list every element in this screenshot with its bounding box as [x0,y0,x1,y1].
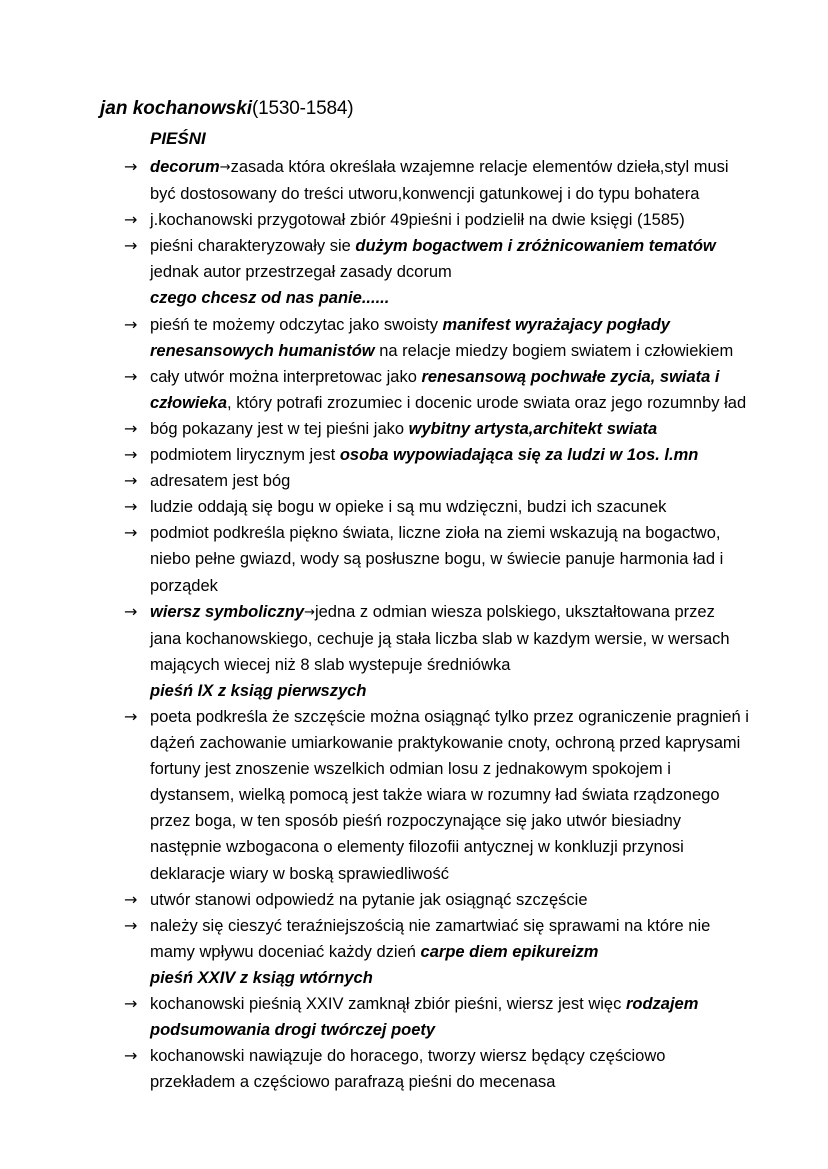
bullet-text [150,599,750,678]
plain-text: poeta podkreśla że szczęście można osiągnąć tylko przez ograniczenie pragnień i dążeń zachowanie umiarkowanie praktykowanie cnoty, ochroną przed kaprysami fortuny jest znoszenie wszelkich odmian losu z jednakowym spokojem i dystansem, wielką pomocą jest także wiara w rozumny ład świata rządzonego przez boga, w ten sposób pieśń rozpoczynające się jako utwór biesiadny następnie wzbogacona o elementy filozofii antycznej w konkluzji przynosi deklaracje wiary w boską sprawiedliwość [150,707,749,883]
bullet-arrow-icon: → [124,889,138,909]
bullet-carpe-diem [100,913,750,965]
bullet-arrow-icon: → [124,915,138,935]
plain-text: ludzie oddają się bogu w opieke i są mu wdzięczni, budzi ich szacunek [150,498,667,517]
bullet-text [150,312,750,364]
plain-text: cały utwór można interpretowac jako [150,367,422,386]
subheading-piesn-xxiv: pieśń XXIV z ksiąg wtórnych [150,968,373,987]
bullet-text [150,704,750,887]
emphasis-text: manifest wyrażajacy pogłady renesansowych humanistów [150,315,670,360]
bullet-arrow-icon: → [124,366,138,386]
bullet-text [150,913,750,965]
emphasis-text: rodzajem podsumowania drogi twórczej poety [150,995,699,1040]
bullet-arrow-icon: → [124,523,138,543]
bullet-arrow-icon: → [124,157,138,176]
bullet-text [150,887,750,913]
bullet-arrow-icon: → [124,1046,138,1066]
bullet-text [150,468,750,494]
bullet-zbior-49-piesni [100,207,750,233]
bullet-arrow-icon: → [124,994,138,1013]
bullet-text [150,364,750,416]
bullet-arrow-icon: → [124,210,138,230]
plain-text: na relacje miedzy bogiem swiatem i człowiekiem [374,341,734,360]
inline-arrow-icon: → [219,160,231,175]
bullet-manifest-humanistow [100,312,750,364]
bullet-bogactwo-tematow [100,233,750,285]
bullet-podmiot-liryczny [100,442,750,468]
bullet-text [150,233,750,285]
plain-text: zasada która określała wzajemne relacje elementów dzieła,styl musi być dostosowany do treści utworu,konwencji gatunkowej i do typu bohatera [150,158,729,204]
emphasis-text: wiersz symboliczny [150,602,305,621]
plain-text: podmiot podkreśla piękno świata, liczne zioła na ziemi wskazują na bogactwo, niebo pełne gwiazd, wody są posłuszne bogu, w świecie panuje harmonia ład i porządek [150,524,724,595]
bullet-text [150,1043,750,1095]
bullet-text [150,991,750,1043]
plain-text: podmiotem lirycznym jest [150,446,340,465]
emphasis-text: wybitny artysta,architekt swiata [408,419,658,438]
bullet-text [150,416,750,442]
bullet-horacy-parafraza [100,1043,750,1095]
bullet-arrow-icon: → [124,236,138,256]
plain-text: pieśni charakteryzowały sie [150,237,356,256]
author-lifespan: (1530-1584) [252,98,354,119]
subheading-czego-chcesz: czego chcesz od nas panie...... [150,289,390,308]
page-title [100,96,750,122]
plain-text: jednak autor przestrzegał zasady dcorum [150,263,452,282]
plain-text: j.kochanowski przygotował zbiór 49pieśni i podzielił na dwie księgi (1585) [150,211,685,230]
bullet-podsumowanie-drogi [100,991,750,1043]
plain-text: pieśń te możemy odczytac jako swoisty [150,315,443,334]
bullet-arrow-icon: → [124,445,138,465]
bullet-text [150,494,750,520]
bullet-arrow-icon: → [124,418,138,438]
bullet-wiersz-symboliczny [100,599,750,678]
emphasis-text: osoba wypowiadająca się za ludzi w 1os. l.mn [339,446,699,465]
plain-text: bóg pokazany jest w tej pieśni jako [150,419,409,438]
plain-text: kochanowski nawiązuje do horacego, tworzy wiersz będący częściowo przekładem a częściowo parafrazą pieśni do mecenasa [150,1047,666,1092]
author-name: jan kochanowski [100,98,253,119]
bullet-adresat [100,468,750,494]
bullet-szczescie-ograniczenie [100,704,750,887]
subheading-piesn-ix: pieśń IX z ksiąg pierwszych [150,681,367,700]
emphasis-text: carpe diem epikureizm [420,942,599,961]
bullet-arrow-icon: → [124,314,138,334]
plain-text: utwór stanowi odpowiedź na pytanie jak osiągnąć szczęście [150,890,588,909]
plain-text: należy się cieszyć teraźniejszością nie zamartwiać się sprawami na które nie mamy wpływu doceniać każdy dzień [150,916,711,961]
plain-text: jedna z odmian wiesza polskiego, ukształtowana przez jana kochanowskiego, cechuje ją stała liczba slab w kazdym wersie, w wersach mających wiecej niż 8 slab wystepuje średniówka [150,602,730,674]
bullet-text [150,207,750,233]
plain-text: adresatem jest bóg [150,472,291,491]
bullet-text [150,442,750,468]
emphasis-text: decorum [150,158,220,176]
bullet-renesansowa-pochwala [100,364,750,416]
bullet-arrow-icon: → [124,471,138,491]
plain-text: , który potrafi zrozumiec i docenic urode swiata oraz jego rozumnby ład [227,393,747,412]
notes-list [100,154,750,1095]
emphasis-text: renesansową pochwałe zycia, swiata i człowieka [150,367,720,412]
emphasis-text: dużym bogactwem i zróżnicowaniem tematów [355,237,716,256]
bullet-bog-architekt [100,416,750,442]
bullet-decorum [100,154,750,207]
plain-text: kochanowski pieśnią XXIV zamknął zbiór pieśni, wiersz jest więc [150,995,626,1013]
bullet-ludzie-oddaja-sie-bogu [100,494,750,520]
bullet-arrow-icon: → [124,601,138,621]
bullet-arrow-icon: → [124,497,138,517]
bullet-arrow-icon: → [124,706,138,726]
bullet-text [150,520,750,598]
section-heading: PIEŚNI [150,129,206,148]
bullet-text [150,154,750,207]
notes-sheet [100,96,750,1095]
bullet-piekno-swiata [100,520,750,598]
inline-arrow-icon: → [304,604,315,620]
bullet-odpowiedz-na-pytanie [100,887,750,913]
